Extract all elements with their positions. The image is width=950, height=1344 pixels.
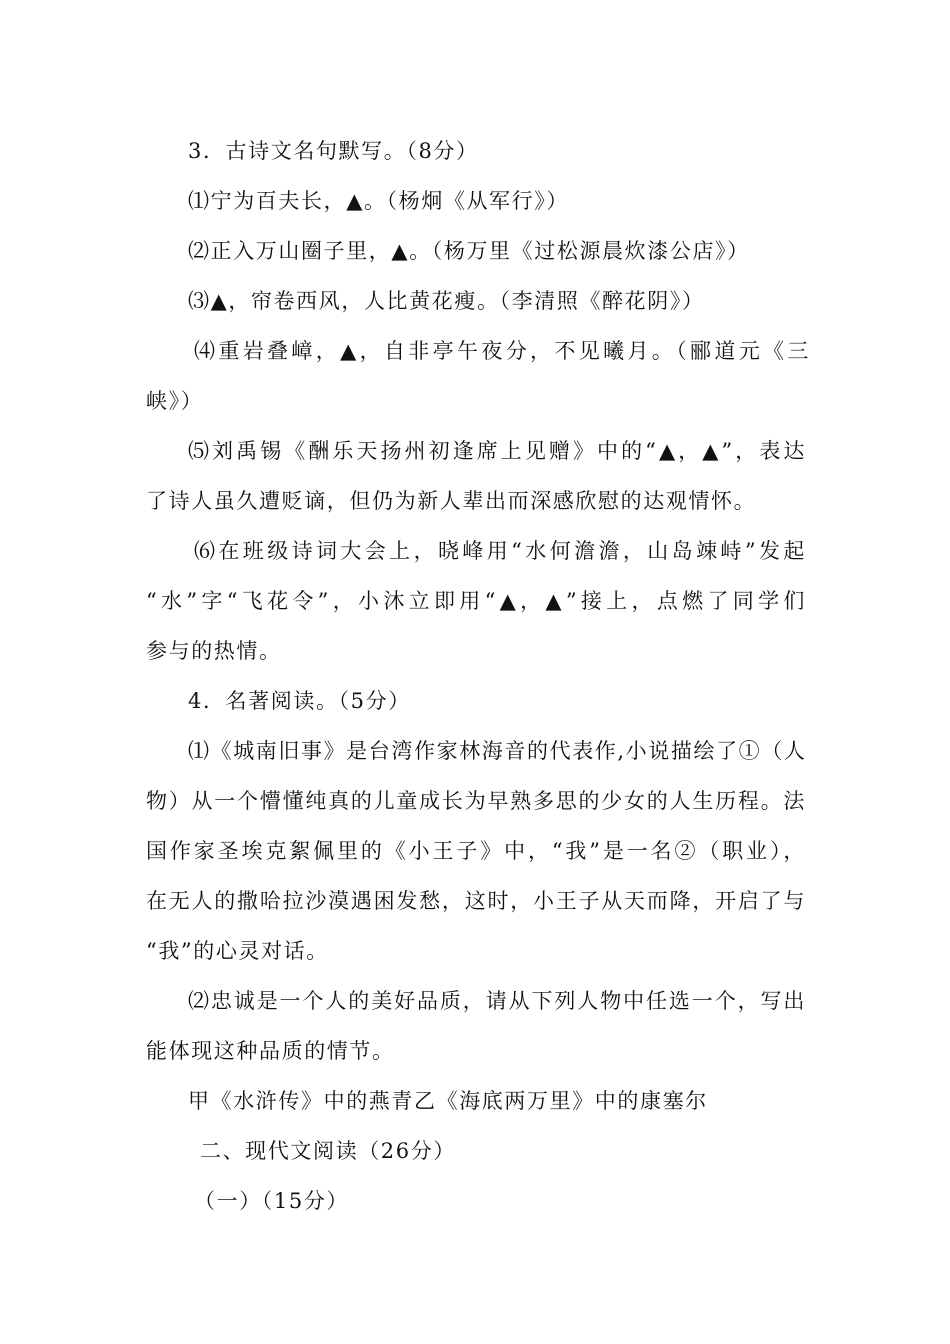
poem-item-4-line-2: 峡》） [146,389,204,413]
book-item-1-line-5: “我”的心灵对话。 [146,939,329,963]
book-item-2-options: 甲《水浒传》中的燕青乙《海底两万里》中的康塞尔 [188,1089,708,1113]
poem-item-6-line-3: 参与的热情。 [146,639,282,663]
poem-item-6-line-1: ⑹在班级诗词大会上，晓峰用“水何澹澹，山岛竦峙”发起 [194,539,806,563]
book-item-2-line-1: ⑵忠诚是一个人的美好品质，请从下列人物中任选一个，写出 [188,989,806,1013]
book-item-1-line-4: 在无人的撒哈拉沙漠遇困发愁，这时，小王子从天而降，开启了与 [146,889,806,913]
book-item-1-line-1: ⑴《城南旧事》是台湾作家林海音的代表作,小说描绘了①（人 [188,739,807,763]
book-item-1-line-2: 物）从一个懵懂纯真的儿童成长为早熟多思的少女的人生历程。法 [146,789,806,813]
poem-item-6-line-2: “水”字“飞花令”，小沐立即用“▲，▲”接上，点燃了同学们 [146,589,806,613]
poem-item-5-line-2: 了诗人虽久遭贬谪，但仍为新人辈出而深感欣慰的达观情怀。 [146,489,757,513]
poem-item-5-line-1: ⑸刘禹锡《酬乐天扬州初逢席上见赠》中的“▲，▲”，表达 [188,439,806,463]
book-item-1-line-3: 国作家圣埃克絮佩里的《小王子》中，“我”是一名②（职业）， [146,839,806,863]
poem-item-4-line-1: ⑷重岩叠嶂，▲，自非亭午夜分，不见曦月。（郦道元《三 [194,339,810,363]
poem-item-1: ⑴宁为百夫长，▲。（杨炯《从军行》） [188,189,569,213]
section-2-heading: 二、现代文阅读（26分） [200,1139,456,1163]
subsection-1-heading: （一）（15分） [194,1189,350,1213]
question-3-heading: 3．古诗文名句默写。（8分） [188,139,479,163]
poem-item-2: ⑵正入万山圈子里，▲。（杨万里《过松源晨炊漆公店》） [188,239,750,263]
book-item-2-line-2: 能体现这种品质的情节。 [146,1039,395,1063]
question-4-heading: 4．名著阅读。（5分） [188,689,411,713]
poem-item-3: ⑶▲，帘卷西风，人比黄花瘦。（李清照《醉花阴》） [188,289,705,313]
